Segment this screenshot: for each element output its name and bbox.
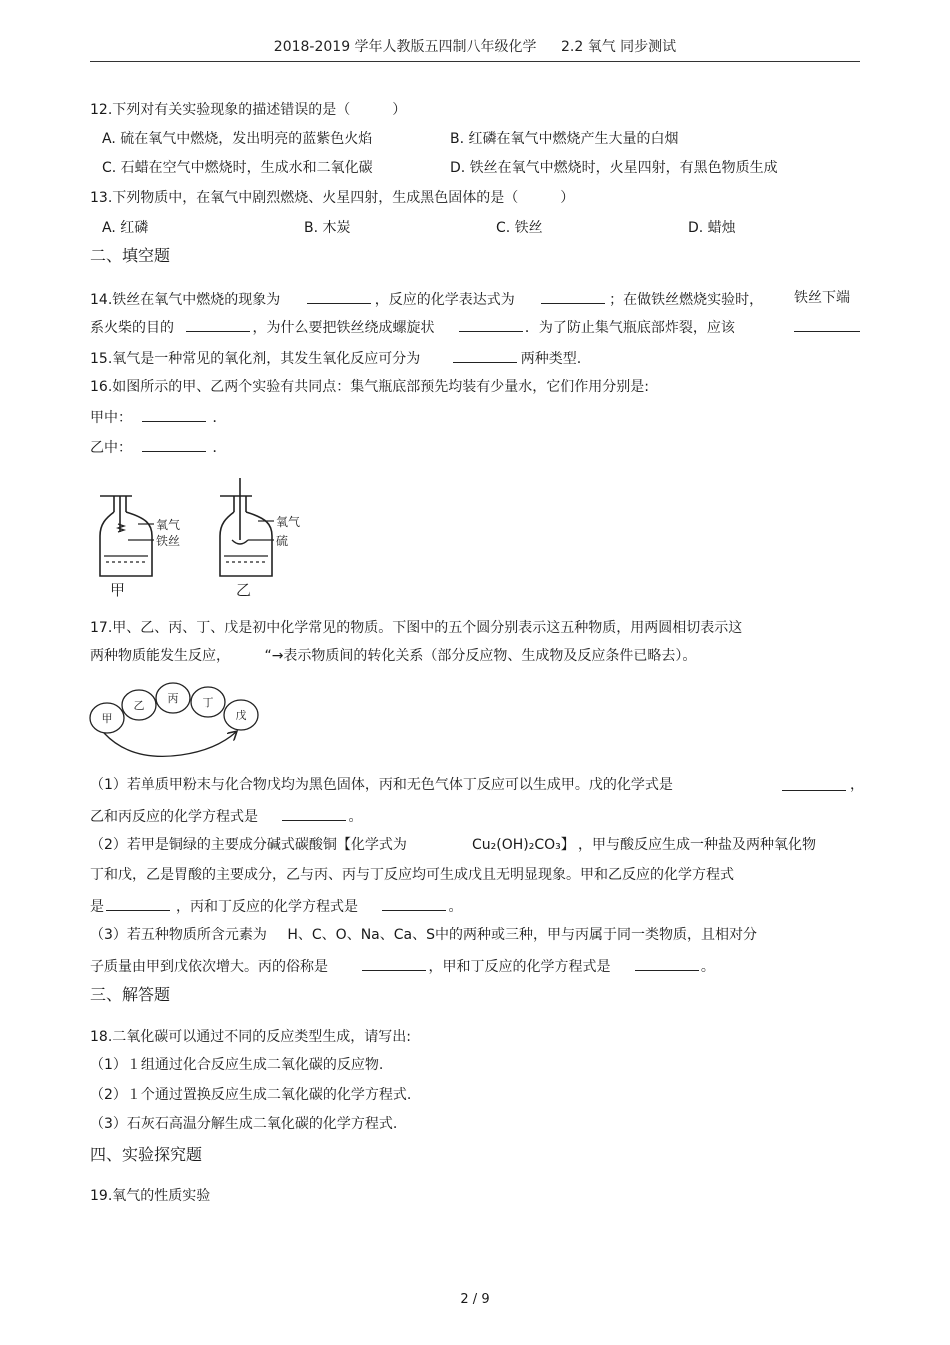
- q18-stem: 18.二氧化碳可以通过不同的反应类型生成，请写出:: [90, 1029, 411, 1045]
- bottle-yi: [220, 478, 274, 576]
- label-iron-wire: 铁丝: [156, 534, 181, 548]
- label-sulfur: 硫: [276, 534, 289, 548]
- q12-option-d: D. 铁丝在氧气中燃烧时，火星四射，有黑色物质生成: [450, 160, 778, 176]
- q18-sub1: （1）１组通过化合反应生成二氧化碳的反应物.: [90, 1057, 384, 1073]
- section-answer: 三、解答题: [90, 985, 171, 1004]
- q14-text-3: ；在做铁丝燃烧实验时，: [609, 292, 764, 308]
- q17-text-2: “→表示物质间的转化关系（部分反应物、生成物及反应条件已略去）。: [264, 648, 697, 664]
- q12-option-c: C. 石蜡在空气中燃烧时，生成水和二氧化碳: [102, 160, 373, 176]
- q16-dot: ．: [212, 440, 227, 456]
- q16-dot: ．: [212, 410, 227, 426]
- header-subtitle: 2.2 氧气 同步测试: [561, 39, 677, 55]
- circle-label-wu: 戊: [235, 709, 247, 722]
- q16-yi-label: 乙中：: [90, 440, 132, 456]
- q14-text-6: ，为什么要把铁丝绕成螺旋状: [252, 320, 435, 336]
- q17-p3-text-1: （3）若五种物质所含元素为: [90, 927, 267, 943]
- q13-option-d: D. 蜡烛: [688, 220, 736, 236]
- q14-text-1: 14.铁丝在氧气中燃烧的现象为: [90, 292, 281, 308]
- circle-label-ding: 丁: [202, 696, 214, 709]
- label-oxygen-yi: 氧气: [276, 515, 301, 529]
- q14-text-7: ．为了防止集气瓶底部炸裂，应该: [524, 320, 735, 336]
- q17-p3-line1: [90, 926, 757, 944]
- answer-blank[interactable]: [186, 317, 250, 332]
- q14-line1: [90, 289, 763, 309]
- answer-blank[interactable]: [307, 289, 371, 304]
- q17-p1-text-2: 乙和丙反应的化学方程式是: [90, 809, 258, 825]
- q18-sub2: （2）１个通过置换反应生成二氧化碳的化学方程式.: [90, 1087, 412, 1103]
- answer-blank[interactable]: [541, 289, 605, 304]
- q12-option-a: A. 硫在氧气中燃烧，发出明亮的蓝紫色火焰: [102, 131, 373, 147]
- gas-bottle-figure: [92, 466, 322, 601]
- circle-relation-figure: [86, 680, 266, 760]
- q16-jia-label: 甲中：: [90, 410, 132, 426]
- answer-blank[interactable]: [282, 806, 346, 821]
- q13-option-a: A. 红磷: [102, 220, 149, 236]
- answer-blank[interactable]: [794, 317, 860, 332]
- page-number: 2 / 9: [460, 1292, 490, 1307]
- circle-label-bing: 丙: [167, 692, 179, 705]
- caption-yi: 乙: [236, 581, 252, 599]
- q17-line2: [90, 647, 696, 665]
- q12-stem: 12.下列对有关实验现象的描述错误的是（ ）: [90, 102, 407, 118]
- q17-p1-end: 。: [348, 809, 363, 825]
- q13-option-b: B. 木炭: [304, 220, 351, 236]
- q15-text-1: 15.氧气是一种常见的氧化剂，其发生氧化反应可分为: [90, 351, 421, 367]
- q17-p2-line2: 丁和戊，乙是胃酸的主要成分，乙与丙、丙与丁反应均可生成戊且无明显现象。甲和乙反应的化学方程式: [90, 867, 734, 883]
- answer-blank[interactable]: [106, 896, 170, 911]
- q18-sub3: （3）石灰石高温分解生成二氧化碳的化学方程式.: [90, 1116, 398, 1132]
- q16-yi-line: [90, 437, 226, 457]
- answer-blank[interactable]: [142, 437, 206, 452]
- q17-p2-formula: Cu₂(OH)₂CO₃】: [472, 837, 575, 853]
- section-fill-blank: 二、填空题: [90, 246, 171, 265]
- answer-blank[interactable]: [453, 348, 517, 363]
- label-oxygen-jia: 氧气: [156, 518, 181, 532]
- q13-stem: 13.下列物质中，在氧气中剧烈燃烧、火星四射，生成黑色固体的是（ ）: [90, 190, 575, 206]
- q13-option-c: C. 铁丝: [496, 220, 543, 236]
- q17-p3-text-2: 中的两种或三种，甲与丙属于同一类物质，且相对分: [435, 927, 757, 943]
- q17-p2-text-2: ，甲与酸反应生成一种盐及两种氧化物: [578, 837, 816, 853]
- q12-option-b: B. 红磷在氧气中燃烧产生大量的白烟: [450, 131, 679, 147]
- q17-p2-end: 。: [448, 899, 463, 915]
- circle-label-jia: 甲: [101, 712, 113, 725]
- q17-text-1: 两种物质能发生反应，: [90, 648, 230, 664]
- q15-text-2: 两种类型.: [520, 351, 582, 367]
- q17-p2-text: （2）若甲是铜绿的主要成分碱式碳酸铜【化学式为: [90, 837, 407, 853]
- answer-blank[interactable]: [782, 776, 846, 791]
- q17-p2-text-4: ，丙和丁反应的化学方程式是: [176, 899, 358, 915]
- q17-p3-text-3: 子质量由甲到戊依次增大。丙的俗称是: [90, 959, 328, 975]
- conversion-arrow: [104, 732, 236, 756]
- q17-line1: 17.甲、乙、丙、丁、戊是初中化学常见的物质。下图中的五个圆分别表示这五种物质，用两圆相切表示这: [90, 620, 743, 636]
- q17-p3-end: 。: [700, 959, 715, 975]
- answer-blank[interactable]: [382, 896, 446, 911]
- q14-text-4: 铁丝下端: [794, 290, 850, 306]
- q17-p1-text: （1）若单质甲粉末与化合物戊均为黑色固体，丙和无色气体丁反应可以生成甲。戊的化学式是: [90, 777, 673, 793]
- page-header: [0, 38, 950, 56]
- answer-blank[interactable]: [142, 407, 206, 422]
- section-experiment: 四、实验探究题: [90, 1145, 203, 1164]
- q14-line2: [90, 317, 735, 337]
- q14-text-2: ，反应的化学表达式为: [374, 292, 515, 308]
- q17-p3-text-4: ，甲和丁反应的化学方程式是: [428, 959, 611, 975]
- bottle-jia: [100, 496, 154, 576]
- caption-jia: 甲: [110, 581, 126, 599]
- header-title: 2018-2019 学年人教版五四制八年级化学: [273, 39, 537, 55]
- q14-text-5: 系火柴的目的: [90, 320, 174, 336]
- answer-blank[interactable]: [635, 956, 699, 971]
- q17-p3-line2: [90, 956, 715, 976]
- q17-p2-text-3: 是: [90, 899, 104, 915]
- header-rule: [90, 61, 860, 62]
- q17-p3-elements: H、C、O、Na、Ca、S: [287, 927, 435, 943]
- q17-p2-line3: [90, 896, 462, 916]
- q19-stem: 19.氧气的性质实验: [90, 1188, 211, 1204]
- answer-blank[interactable]: [362, 956, 426, 971]
- q16-stem: 16.如图所示的甲、乙两个实验有共同点：集气瓶底部预先均装有少量水，它们作用分别是:: [90, 379, 649, 395]
- q16-jia-line: [90, 407, 226, 427]
- q15-line: [90, 348, 581, 368]
- q17-p1-comma: ，: [850, 777, 864, 793]
- circle-label-yi: 乙: [133, 699, 145, 712]
- q17-p1-line2: [90, 806, 362, 826]
- answer-blank[interactable]: [459, 317, 523, 332]
